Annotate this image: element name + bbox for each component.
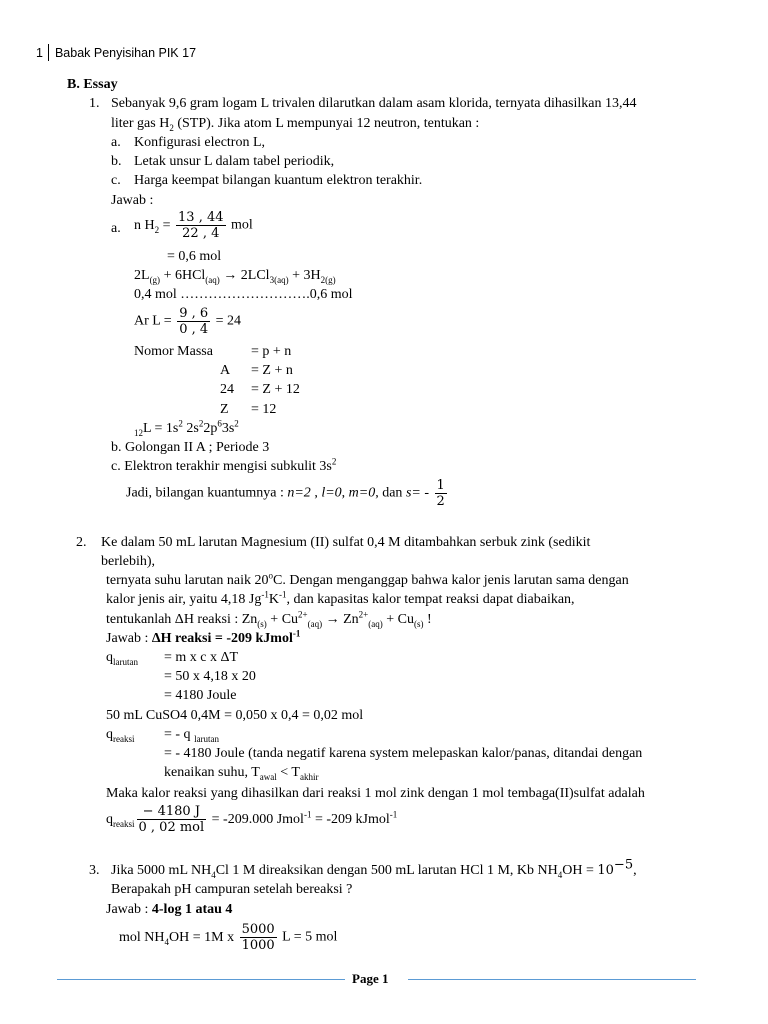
q2-qr1: = - q $_{larutan}$ [164,727,220,744]
q2-text-line3: kalor jenis air, yaitu 4,18 $Jg^{-1}K^{-1}$, dan kapasitas kalor tempat reaksi dapat diabaikan, [106,589,575,607]
q1-text-line2: liter gas $H_2$ (STP). Jika atom L mempunyai 12 neutron, tentukan : [111,116,480,133]
q1-A: A [220,363,231,378]
q1-text-line1: Sebanyak 9,6 gram logam L trivalen dilarutkan dalam asam klorida, ternyata dihasilkan 13,44 [111,96,637,111]
fraction-9-6-over-0-4: $\frac{9 , 6}{0 , 4}$ [179,306,209,337]
q1-configuration: $_{12}L = 1s^2$ $2s^22p^63s^2$ [134,418,239,438]
q1-item-a-label: a. [111,135,121,150]
page-header [36,44,196,61]
q1-number: 1. [89,96,100,111]
q1-golongan: b. Golongan II A ; Periode 3 [111,440,270,455]
q2-ql1: = m x c x ΔT [164,650,239,665]
q2-qr2: = - 4180 Joule (tanda negatif karena system melepaskan kalor/panas, ditandai dengan [164,746,643,761]
q1-jawab: Jawab : [111,193,154,208]
q1-eq-06: = 0,6 mol [167,249,222,264]
fraction-one-half: $\frac{1}{2}$ [436,478,445,509]
header-page-number: 1 [36,46,43,60]
q1-nomor-massa: Nomor Massa [134,344,213,359]
q3-text-line2: Berapakah pH campuran setelah bereaksi ? [111,882,353,897]
q1-item-b-label: b. [111,154,122,169]
q2-ql2: = 50 x 4,18 x 20 [164,669,256,684]
q1-24: 24 [220,382,234,397]
q2-ql3: = 4180 Joule [164,688,237,703]
q1-nh2-line: n $H_2$ = $\frac{13 , 44}{22 , 4}$ mol [134,210,253,241]
q3-number: 3. [89,863,100,878]
q1-rel-1: = p + n [251,344,292,359]
q2-q-larutan-label: $q_{larutan}$ [106,650,138,667]
q2-text-line2: ternyata suhu larutan naik 20$^o$C. Dengan menganggap bahwa kalor jenis larutan sama dengan [106,570,629,588]
q2-q-final: $q_{reaksi}$ − 4180 J 0 , 02 mol = -209.000 Jmol$^{-1}$ = -209 kJmol$^{-1}$ [106,804,398,835]
q1-reaction: $2L_{(g)} + 6HCl_{(aq)} \to 2LCl_{3(aq)} + 3H_{2(g)}$ [134,268,336,285]
q1-Z: Z [220,402,229,417]
footer-line-left [57,979,345,980]
q2-text-line1b: berlebih), [101,554,156,569]
header-divider [48,44,49,61]
footer-page: Page 1 [352,971,389,986]
q2-qr3: kenaikan suhu, $T_{awal} < T_{akhir}$ [164,765,319,782]
q2-maka: Maka kalor reaksi yang dihasilkan dari reaksi 1 mol zink dengan 1 mol tembaga(II)sulfat adalah [106,786,645,801]
q3-mol-line: mol $NH_4OH = 1M$ x $\frac{5000}{1000}$ L = 5 mol [119,922,338,953]
section-title: B. Essay [67,77,118,92]
q1-item-b: Letak unsur L dalam tabel periodik, [134,154,335,169]
q1-item-c-label: c. [111,173,121,188]
q3-text-line1: Jika 5000 mL $NH_4Cl$ 1 M direaksikan dengan 500 mL larutan HCl 1 M, Kb $NH_4OH = 10^{-5}$, [111,857,637,880]
q1-mol-ratio: 0,4 mol ……………………….0,6 mol [134,287,353,302]
q2-mol-cuso4: 50 mL CuSO4 0,4M = 0,050 x 0,4 = 0,02 mol [106,708,364,723]
q2-q-reaksi-label: $q_{reaksi}$ [106,727,135,744]
q2-reaction-line: tentukanlah ΔH reaksi : $Zn_{(s)} + Cu^{2+}_{(aq)} \to Zn^{2+}_{(aq)} + Cu_{(s)}$ ! [106,609,432,629]
q3-jawab: Jawab : 4-log 1 atau 4 [106,902,233,917]
q2-jawab: Jawab : ΔH reaksi = -209 kJmol$^{-1}$ [106,628,301,646]
fraction-13-44-over-22-4: $\frac{13 , 44}{22 , 4}$ [178,210,224,241]
q1-rel-4: = 12 [251,402,277,417]
q1-item-c: Harga keempat bilangan kuantum elektron terakhir. [134,173,423,188]
q2-number: 2. [76,535,87,550]
q1-elektron: c. Elektron terakhir mengisi subkulit $3s^2$ [111,456,337,474]
q1-item-a: Konfigurasi electron L, [134,135,266,150]
q2-text-line1: Ke dalam 50 mL larutan Magnesium (II) sulfat 0,4 M ditambahkan serbuk zink (sedikit [101,535,591,550]
fraction-4180-over-002: − 4180 J 0 , 02 mol [138,804,205,835]
q1-arl-line: Ar L = $\frac{9 , 6}{0 , 4}$ = 24 [134,306,242,337]
q1-sol-a-label: a. [111,221,121,236]
header-title: Babak Penyisihan PIK 17 [54,46,197,60]
q1-quantum-numbers: Jadi, bilangan kuantumnya : n=2 , l=0, m=0, dan s= - $\frac{1}{2}$ [126,478,445,509]
q1-rel-3: = Z + 12 [251,382,300,397]
footer-line-right [408,979,696,980]
q1-rel-2: = Z + n [251,363,293,378]
fraction-5000-over-1000: $\frac{5000}{1000}$ [241,922,275,953]
